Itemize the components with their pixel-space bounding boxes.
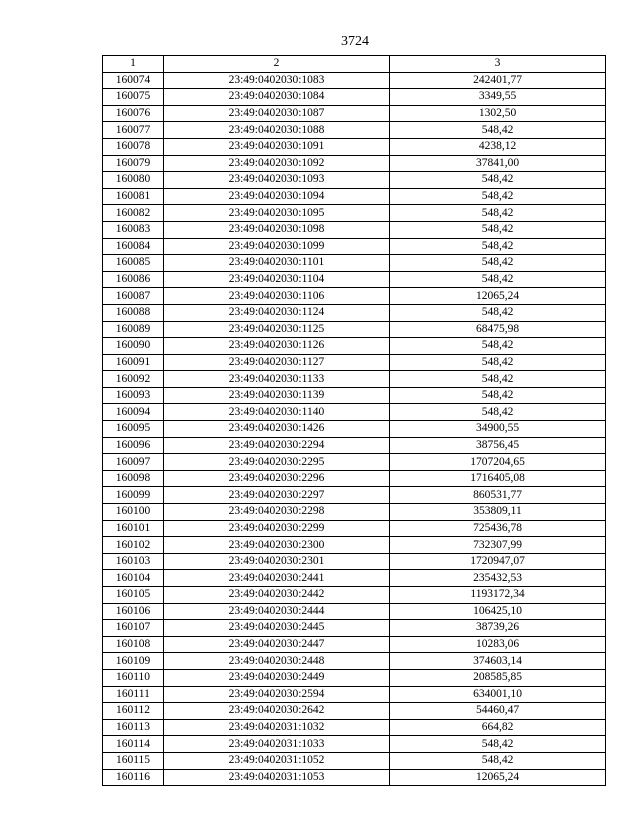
table-row [103,437,606,454]
table-row [103,338,606,355]
value-cell: 732307,99 [390,537,606,554]
table-row [103,719,606,736]
cadastral-number-cell: 23:49:0402030:1104 [164,271,390,288]
page-number: 3724 [341,34,369,49]
table-row [103,387,606,404]
row-number-cell: 160108 [103,636,164,653]
cadastral-number-cell: 23:49:0402030:1098 [164,221,390,238]
value-cell: 1720947,07 [390,553,606,570]
cadastral-number-cell: 23:49:0402030:2299 [164,520,390,537]
row-number-cell: 160091 [103,354,164,371]
table-row [103,421,606,438]
header-row [103,56,606,73]
value-cell: 208585,85 [390,669,606,686]
row-number-cell: 160096 [103,437,164,454]
value-cell: 235432,53 [390,570,606,587]
cadastral-number-cell: 23:49:0402030:1426 [164,421,390,438]
cadastral-number-cell: 23:49:0402030:1095 [164,205,390,222]
table-row [103,354,606,371]
cadastral-number-cell: 23:49:0402030:1126 [164,338,390,355]
table-row [103,155,606,172]
cadastral-number-cell: 23:49:0402030:2300 [164,537,390,554]
value-cell: 34900,55 [390,421,606,438]
value-cell: 374603,14 [390,653,606,670]
table-row [103,404,606,421]
row-number-cell: 160110 [103,669,164,686]
value-cell: 1193172,34 [390,587,606,604]
cadastral-number-cell: 23:49:0402030:1125 [164,321,390,338]
header-col-1: 1 [103,56,164,73]
table-row [103,221,606,238]
value-cell: 548,42 [390,736,606,753]
row-number-cell: 160078 [103,138,164,155]
value-cell: 634001,10 [390,686,606,703]
table-row [103,669,606,686]
cadastral-number-cell: 23:49:0402030:2445 [164,620,390,637]
row-number-cell: 160087 [103,288,164,305]
row-number-cell: 160104 [103,570,164,587]
row-number-cell: 160094 [103,404,164,421]
table-row [103,620,606,637]
table-row [103,89,606,106]
header-col-3: 3 [390,56,606,73]
value-cell: 38756,45 [390,437,606,454]
row-number-cell: 160101 [103,520,164,537]
value-cell: 548,42 [390,271,606,288]
value-cell: 54460,47 [390,703,606,720]
cadastral-number-cell: 23:49:0402030:2298 [164,504,390,521]
header-col-2: 2 [164,56,390,73]
row-number-cell: 160115 [103,752,164,769]
row-number-cell: 160084 [103,238,164,255]
table-header [103,56,606,73]
table-row [103,703,606,720]
value-cell: 548,42 [390,354,606,371]
table-row [103,288,606,305]
value-cell: 548,42 [390,255,606,272]
cadastral-number-cell: 23:49:0402030:2449 [164,669,390,686]
value-cell: 4238,12 [390,138,606,155]
row-number-cell: 160077 [103,122,164,139]
cadastral-number-cell: 23:49:0402030:2294 [164,437,390,454]
row-number-cell: 160089 [103,321,164,338]
table-row [103,188,606,205]
row-number-cell: 160088 [103,304,164,321]
row-number-cell: 160102 [103,537,164,554]
row-number-cell: 160114 [103,736,164,753]
value-cell: 548,42 [390,304,606,321]
row-number-cell: 160080 [103,172,164,189]
cadastral-number-cell: 23:49:0402030:2448 [164,653,390,670]
table-row [103,769,606,786]
value-cell: 548,42 [390,371,606,388]
value-cell: 10283,06 [390,636,606,653]
table-row [103,752,606,769]
row-number-cell: 160113 [103,719,164,736]
value-cell: 3349,55 [390,89,606,106]
value-cell: 353809,11 [390,504,606,521]
value-cell: 1716405,08 [390,470,606,487]
row-number-cell: 160111 [103,686,164,703]
row-number-cell: 160081 [103,188,164,205]
cadastral-number-cell: 23:49:0402030:2447 [164,636,390,653]
cadastral-number-cell: 23:49:0402030:1087 [164,105,390,122]
cadastral-number-cell: 23:49:0402030:2296 [164,470,390,487]
table-body [103,72,606,786]
cadastral-number-cell: 23:49:0402030:2594 [164,686,390,703]
row-number-cell: 160083 [103,221,164,238]
value-cell: 106425,10 [390,603,606,620]
cadastral-number-cell: 23:49:0402030:2444 [164,603,390,620]
table-row [103,520,606,537]
cadastral-number-cell: 23:49:0402030:1139 [164,387,390,404]
cadastral-number-cell: 23:49:0402030:1106 [164,288,390,305]
table-row [103,72,606,89]
row-number-cell: 160099 [103,487,164,504]
value-cell: 68475,98 [390,321,606,338]
table-row [103,504,606,521]
row-number-cell: 160106 [103,603,164,620]
value-cell: 548,42 [390,238,606,255]
value-cell: 12065,24 [390,769,606,786]
row-number-cell: 160105 [103,587,164,604]
table-row [103,321,606,338]
cadastral-number-cell: 23:49:0402030:1083 [164,72,390,89]
cadastral-number-cell: 23:49:0402030:1093 [164,172,390,189]
cadastral-number-cell: 23:49:0402030:1099 [164,238,390,255]
value-cell: 548,42 [390,188,606,205]
table-row [103,122,606,139]
table-row [103,172,606,189]
table-row [103,653,606,670]
row-number-cell: 160109 [103,653,164,670]
value-cell: 242401,77 [390,72,606,89]
cadastral-number-cell: 23:49:0402030:1101 [164,255,390,272]
row-number-cell: 160112 [103,703,164,720]
table-row [103,603,606,620]
row-number-cell: 160098 [103,470,164,487]
value-cell: 1302,50 [390,105,606,122]
table-row [103,537,606,554]
value-cell: 38739,26 [390,620,606,637]
cadastral-number-cell: 23:49:0402030:1092 [164,155,390,172]
value-cell: 548,42 [390,387,606,404]
table-row [103,553,606,570]
cadastral-number-cell: 23:49:0402030:2642 [164,703,390,720]
cadastral-number-cell: 23:49:0402031:1052 [164,752,390,769]
value-cell: 664,82 [390,719,606,736]
cadastral-number-cell: 23:49:0402031:1033 [164,736,390,753]
value-cell: 548,42 [390,404,606,421]
table-row [103,470,606,487]
value-cell: 548,42 [390,338,606,355]
cadastral-number-cell: 23:49:0402030:1140 [164,404,390,421]
row-number-cell: 160085 [103,255,164,272]
table-row [103,570,606,587]
cadastral-number-cell: 23:49:0402030:1124 [164,304,390,321]
value-cell: 37841,00 [390,155,606,172]
cadastral-number-cell: 23:49:0402030:2441 [164,570,390,587]
registry-table [102,55,606,786]
table-row [103,487,606,504]
row-number-cell: 160095 [103,421,164,438]
cadastral-number-cell: 23:49:0402030:1091 [164,138,390,155]
cadastral-number-cell: 23:49:0402030:1133 [164,371,390,388]
value-cell: 548,42 [390,205,606,222]
row-number-cell: 160082 [103,205,164,222]
row-number-cell: 160075 [103,89,164,106]
cadastral-number-cell: 23:49:0402030:2442 [164,587,390,604]
cadastral-number-cell: 23:49:0402030:2297 [164,487,390,504]
cadastral-number-cell: 23:49:0402030:1094 [164,188,390,205]
value-cell: 12065,24 [390,288,606,305]
table-row [103,454,606,471]
row-number-cell: 160074 [103,72,164,89]
value-cell: 725436,78 [390,520,606,537]
value-cell: 548,42 [390,172,606,189]
cadastral-number-cell: 23:49:0402030:1084 [164,89,390,106]
table-row [103,271,606,288]
row-number-cell: 160100 [103,504,164,521]
value-cell: 548,42 [390,122,606,139]
value-cell: 548,42 [390,221,606,238]
cadastral-number-cell: 23:49:0402031:1053 [164,769,390,786]
value-cell: 548,42 [390,752,606,769]
table-row [103,304,606,321]
table-row [103,255,606,272]
table-row [103,636,606,653]
table-row [103,238,606,255]
row-number-cell: 160086 [103,271,164,288]
row-number-cell: 160116 [103,769,164,786]
table-row [103,138,606,155]
table-row [103,371,606,388]
table-row [103,686,606,703]
value-cell: 860531,77 [390,487,606,504]
table-row [103,105,606,122]
row-number-cell: 160076 [103,105,164,122]
table-row [103,587,606,604]
cadastral-number-cell: 23:49:0402030:2301 [164,553,390,570]
row-number-cell: 160079 [103,155,164,172]
row-number-cell: 160103 [103,553,164,570]
table-row [103,736,606,753]
row-number-cell: 160097 [103,454,164,471]
table-row [103,205,606,222]
cadastral-number-cell: 23:49:0402030:1088 [164,122,390,139]
row-number-cell: 160093 [103,387,164,404]
cadastral-number-cell: 23:49:0402031:1032 [164,719,390,736]
value-cell: 1707204,65 [390,454,606,471]
cadastral-number-cell: 23:49:0402030:2295 [164,454,390,471]
row-number-cell: 160092 [103,371,164,388]
cadastral-number-cell: 23:49:0402030:1127 [164,354,390,371]
row-number-cell: 160090 [103,338,164,355]
row-number-cell: 160107 [103,620,164,637]
